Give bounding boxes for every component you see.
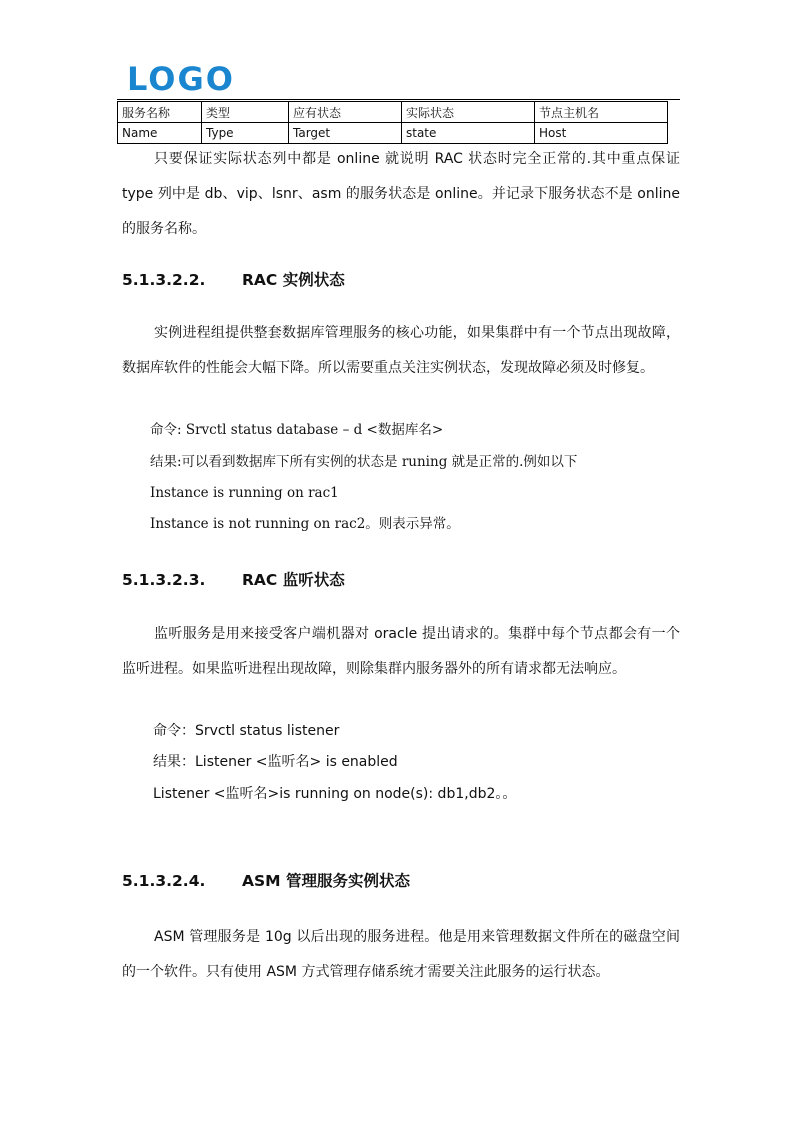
section-paragraph: ASM 管理服务是 10g 以后出现的服务进程。他是用来管理数据文件所在的磁盘空间的一个软件。只有使用 ASM 方式管理存储系统才需要关注此服务的运行状态。 — [122, 929, 680, 980]
section-title: RAC 监听状态 — [242, 571, 345, 589]
section-heading — [122, 569, 345, 591]
intro-paragraph: 只要保证实际状态列中都是 online 就说明 RAC 状态时完全正常的.其中重点保证 type 列中是 db、vip、lsnr、asm 的服务状态是 online。并记录下服务状态不是 online 的服务名称。 — [122, 151, 680, 237]
table-row — [118, 102, 668, 123]
result-line: 结果:可以看到数据库下所有实例的状态是 runing 就是正常的.例如以下 — [150, 454, 578, 470]
service-status-table — [117, 101, 668, 144]
table-cell: 节点主机名 — [535, 102, 668, 123]
section-number: 5.1.3.2.2. — [122, 271, 206, 289]
output-line: Listener <监听名>is running on node(s): db1,db2。。 — [153, 786, 517, 802]
command-line: 命令：Srvctl status listener — [153, 723, 340, 739]
section-title: RAC 实例状态 — [242, 271, 345, 289]
result-line: 结果：Listener <监听名> is enabled — [153, 754, 398, 770]
logo: LOGO — [127, 60, 235, 98]
table-cell: Host — [535, 123, 668, 144]
table-cell: 应有状态 — [289, 102, 402, 123]
example-line: Instance is running on rac1 — [150, 485, 339, 501]
command-line: 命令: Srvctl status database – d <数据库名> — [150, 422, 444, 438]
header-rule — [117, 99, 680, 100]
table-row — [118, 123, 668, 144]
section-heading — [122, 269, 345, 291]
section-paragraph: 监听服务是用来接受客户端机器对 oracle 提出请求的。集群中每个节点都会有一个监听进程。如果监听进程出现故障，则除集群内服务器外的所有请求都无法响应。 — [122, 626, 680, 677]
table-cell: 服务名称 — [118, 102, 202, 123]
table-cell: 类型 — [202, 102, 289, 123]
section-paragraph: 实例进程组提供整套数据库管理服务的核心功能，如果集群中有一个节点出现故障，数据库软件的性能会大幅下降。所以需要重点关注实例状态，发现故障必须及时修复。 — [122, 325, 680, 376]
table-cell: 实际状态 — [402, 102, 535, 123]
section-heading — [122, 870, 410, 892]
table-cell: Type — [202, 123, 289, 144]
table-cell: state — [402, 123, 535, 144]
section-number: 5.1.3.2.3. — [122, 571, 206, 589]
example-line: Instance is not running on rac2。则表示异常。 — [150, 516, 460, 532]
table-cell: Name — [118, 123, 202, 144]
table-cell: Target — [289, 123, 402, 144]
section-number: 5.1.3.2.4. — [122, 872, 206, 890]
section-title: ASM 管理服务实例状态 — [242, 872, 410, 890]
